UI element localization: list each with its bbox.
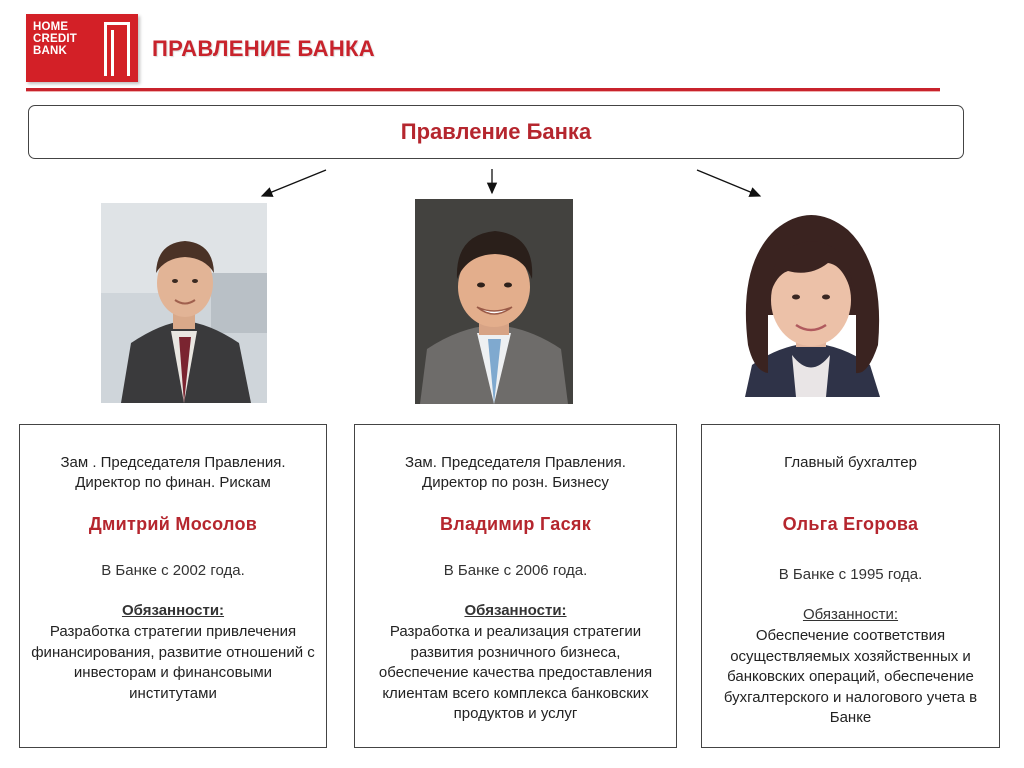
position-line-2: Директор по финан. Рискам <box>75 474 271 491</box>
photo-olga-egorova <box>730 205 892 397</box>
position-line-1: Зам . Председателя Правления. <box>60 454 286 471</box>
logo-line-3: BANK <box>33 45 68 57</box>
arrow-left <box>262 170 326 196</box>
duties-heading: Обязанности: <box>802 606 899 623</box>
board-box <box>28 105 964 159</box>
member-card-egorova <box>701 424 1000 748</box>
member-position <box>355 453 676 493</box>
bank-logo <box>26 14 138 82</box>
member-name: Ольга Егорова <box>782 514 919 534</box>
duties-text: Обеспечение соответствия осуществляемых хозяйственных и банковских операций, обеспечение бухгалтерского и налогового учета в Банке <box>723 627 978 726</box>
duties-heading: Обязанности: <box>121 602 225 619</box>
logo-text <box>33 21 77 57</box>
logo-line-1: HOME <box>33 21 69 33</box>
logo-line-2: CREDIT <box>33 33 78 45</box>
duties-text: Разработка стратегии привлечения финансирования, развитие отношений с инвесторам и финансовыми институтами <box>31 623 315 702</box>
member-name: Дмитрий Мосолов <box>88 514 258 534</box>
logo-house-inner-icon <box>111 30 123 76</box>
member-since: В Банке с 2006 года. <box>443 562 588 579</box>
arrow-right <box>697 170 760 196</box>
member-card-mosolov <box>19 424 327 748</box>
member-card-gasyak <box>354 424 677 748</box>
duties-text: Разработка и реализация стратегии развития розничного бизнеса, обеспечение качества предоставления клиентам всего комплекса банковских продуктов и услуг <box>378 623 653 722</box>
photo-dmitry-mosolov <box>101 203 267 403</box>
duties-heading: Обязанности: <box>464 602 567 619</box>
position-line-1: Главный бухгалтер <box>784 454 917 471</box>
page-title: ПРАВЛЕНИЕ БАНКА <box>152 36 375 61</box>
photo-vladimir-gasyak <box>415 199 573 404</box>
position-line-1: Зам. Председателя Правления. <box>405 454 626 471</box>
position-line-2: Директор по розн. Бизнесу <box>422 474 609 491</box>
member-position <box>20 453 326 493</box>
member-position <box>702 453 999 473</box>
member-name: Владимир Гасяк <box>439 514 591 534</box>
member-since: В Банке с 1995 года. <box>778 566 923 583</box>
board-title: Правление Банка <box>400 119 592 144</box>
header-divider <box>26 88 940 92</box>
member-since: В Банке с 2002 года. <box>101 562 245 579</box>
